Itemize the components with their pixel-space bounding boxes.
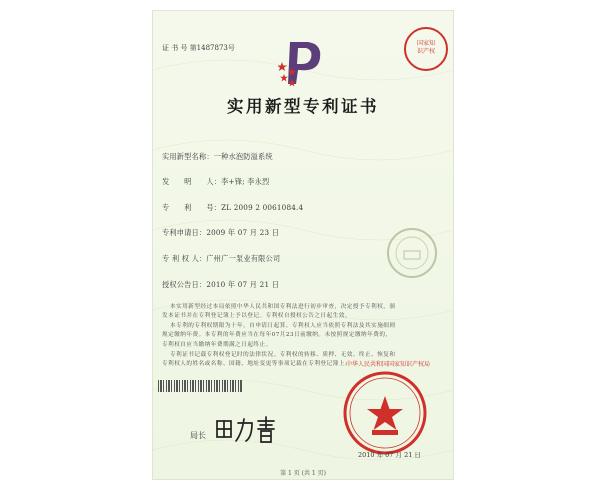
barcode — [158, 380, 242, 392]
field-label: 发 明 人： — [162, 177, 222, 186]
agency-stamp-line2: 识产权 — [416, 48, 435, 55]
field-label: 专 利 号： — [162, 203, 222, 212]
director-signature — [214, 415, 278, 445]
patent-certificate — [152, 10, 454, 480]
body-line: 规定缴纳年费。本专利的年费应当在每年07月23日前缴纳。未按照规定缴纳年费的， — [162, 332, 392, 338]
director-label: 局长 — [190, 431, 206, 440]
body-line: 专利权自应当缴纳年费期满之日起终止。 — [162, 342, 272, 348]
field-inventor — [162, 177, 269, 187]
field-patentee — [162, 254, 280, 264]
agency-stamp — [404, 27, 448, 71]
field-label: 授权公告日： — [162, 280, 207, 289]
national-emblem — [384, 225, 440, 281]
seal-text: 中华人民共和国国家知识产权局 — [346, 361, 431, 368]
field-value: 李+锋; 李永烈 — [221, 177, 270, 186]
seal-date: 2010 年 07 月 21 日 — [358, 451, 421, 459]
field-value: 广州广一泵业有限公司 — [206, 254, 281, 263]
field-name — [162, 152, 273, 162]
page-footer: 第 1 页 (共 1 页) — [280, 470, 326, 477]
field-label: 专 利 权 人： — [162, 254, 207, 263]
body-line: 本实用新型经过本局依照中华人民共和国专利法进行初步审查，决定授予专利权，颁 — [170, 304, 396, 310]
field-label: 实用新型名称： — [162, 152, 214, 161]
field-value: 2009 年 07 月 23 日 — [206, 228, 280, 237]
agency-stamp-line1: 国家知 — [416, 40, 435, 47]
certificate-number: 证 书 号 第1487873号 — [162, 44, 235, 52]
field-patent-number — [162, 203, 303, 213]
body-line: 本专利的专利权期限为十年，自申请日起算。专利权人应当依照专利法及其实施细则 — [170, 323, 396, 329]
field-value: ZL 2009 2 0061084.4 — [221, 203, 304, 212]
field-value: 2010 年 07 月 21 日 — [206, 280, 280, 289]
field-application-date — [162, 228, 279, 238]
certificate-title: 实用新型专利证书 — [227, 97, 379, 116]
body-line: 发本证书并在专利登记簿上予以登记。专利权自授权公告之日起生效。 — [162, 313, 351, 319]
field-value: 一种水泡防溢系统 — [213, 152, 273, 161]
body-line: 专利权人的姓名或名称、国籍、地址变更等事项记载在专利登记簿上。 — [162, 361, 351, 367]
patent-office-logo — [278, 38, 326, 88]
field-label: 专利申请日： — [162, 228, 207, 237]
field-grant-date — [162, 280, 279, 290]
official-seal — [342, 370, 428, 456]
body-line: 专利证书记载专利权登记时的法律状况。专利权的转移、质押、无效、终止、恢复和 — [170, 352, 396, 358]
